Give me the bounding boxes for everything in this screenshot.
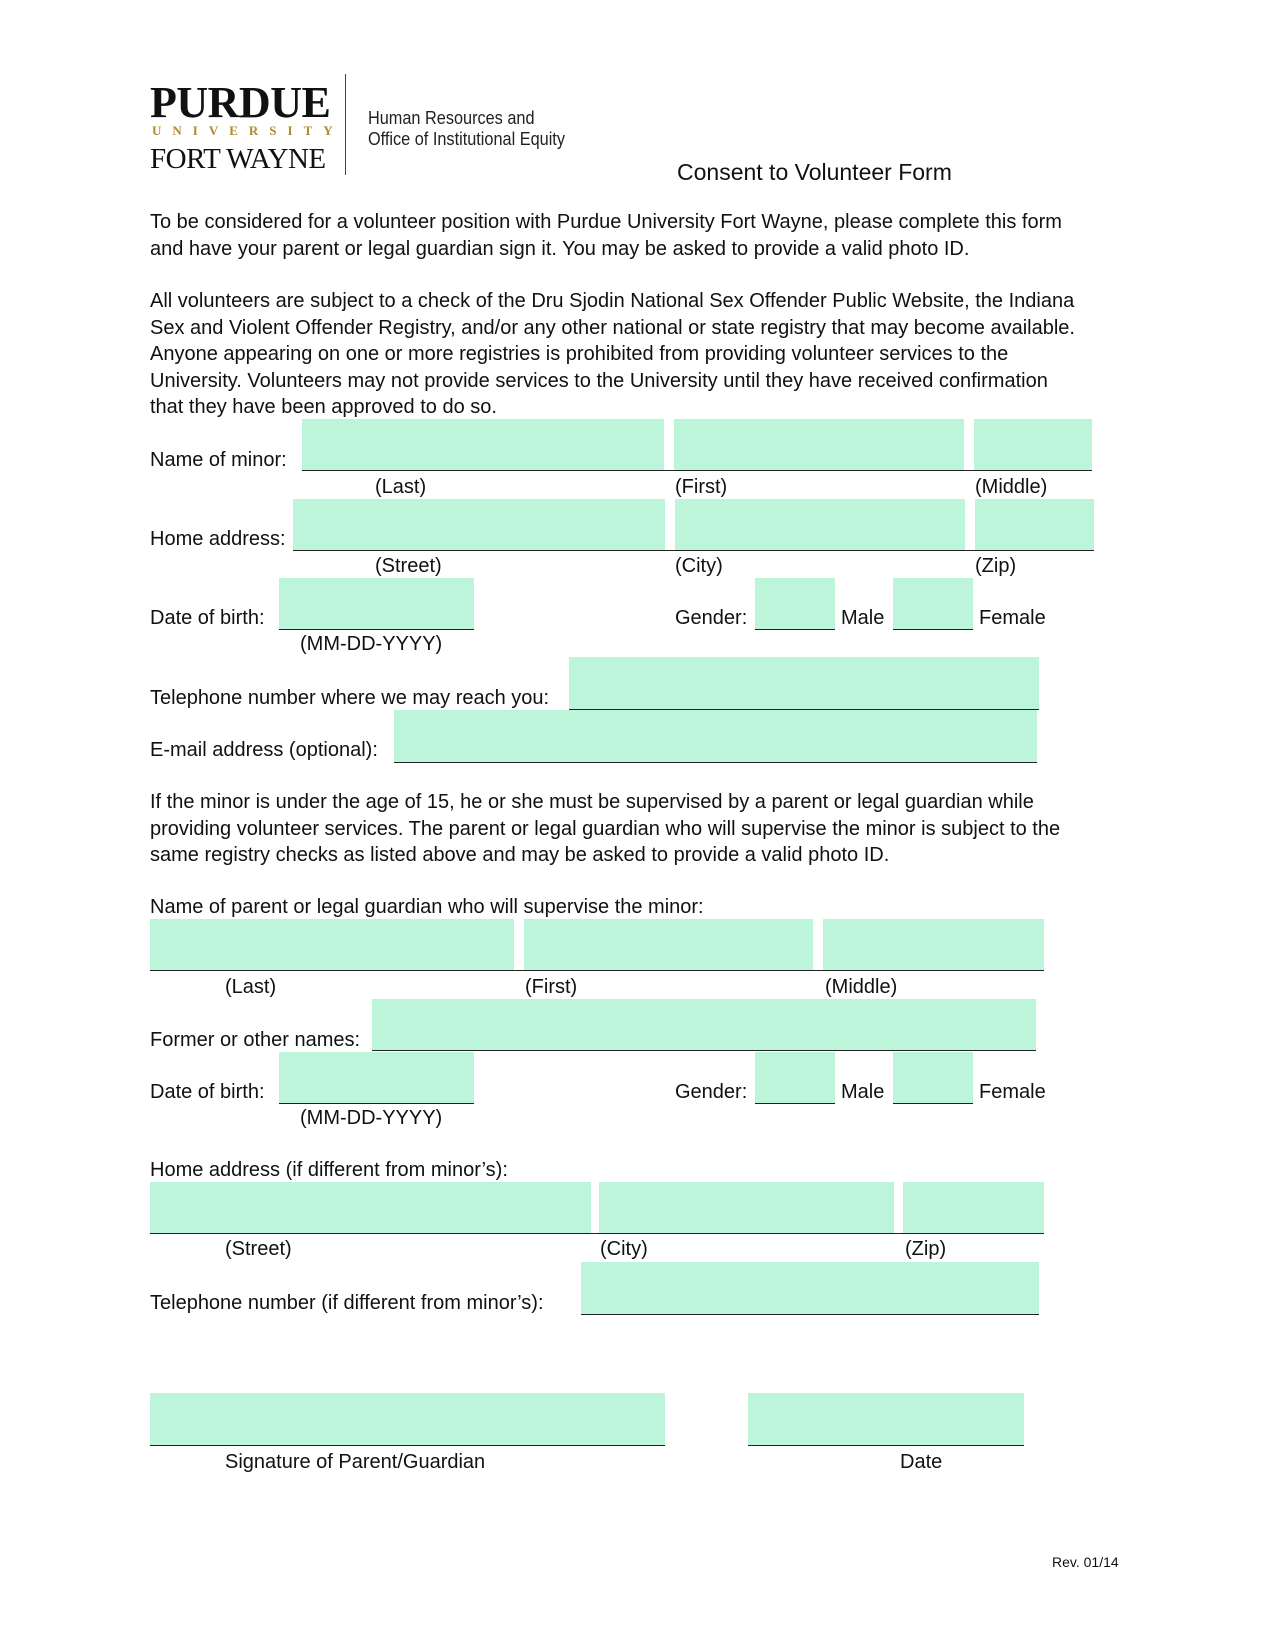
- guardian-female-label: Female: [979, 1081, 1046, 1103]
- minor-street-input[interactable]: [293, 499, 665, 551]
- paragraph-line: same registry checks as listed above and may be asked to provide a valid photo ID.: [150, 844, 890, 866]
- minor-gender-female-input[interactable]: [893, 578, 973, 630]
- guardian-city-input[interactable]: [599, 1182, 894, 1234]
- logo-divider: [345, 74, 346, 175]
- underline: [665, 550, 675, 551]
- underline: [894, 1233, 903, 1234]
- paragraph-line: that they have been approved to do so.: [150, 396, 497, 418]
- department-line-2: Office of Institutional Equity: [368, 128, 565, 149]
- paragraph-line: University. Volunteers may not provide services to the University until they have received confirmation: [150, 369, 1048, 392]
- guardian-first-name-input[interactable]: [524, 919, 813, 971]
- paragraph-line: To be considered for a volunteer position with Purdue University Fort Wayne, please complete this form: [150, 211, 1062, 233]
- paragraph-line: Sex and Violent Offender Registry, and/or any other national or state registry that may become available.: [150, 316, 1075, 339]
- guardian-male-label: Male: [841, 1081, 885, 1103]
- guardian-middle-name-input[interactable]: [823, 919, 1044, 971]
- paragraph-line: and have your parent or legal guardian sign it. You may be asked to provide a valid photo ID.: [150, 237, 970, 260]
- guardian-street-caption: (Street): [225, 1238, 292, 1260]
- guardian-phone-input[interactable]: [581, 1262, 1039, 1315]
- minor-last-name-input[interactable]: [302, 419, 664, 471]
- minor-first-caption: (First): [675, 476, 728, 498]
- guardian-zip-input[interactable]: [903, 1182, 1044, 1234]
- minor-first-name-input[interactable]: [674, 419, 964, 471]
- guardian-city-caption: (City): [600, 1238, 648, 1260]
- guardian-last-caption: (Last): [225, 976, 277, 998]
- minor-dob-input[interactable]: [279, 578, 474, 630]
- underline: [965, 550, 975, 551]
- minor-male-label: Male: [841, 607, 885, 629]
- supervision-paragraph: [150, 789, 1130, 869]
- minor-phone-input[interactable]: [569, 657, 1039, 710]
- logo-purdue: PURDUE: [150, 78, 331, 127]
- guardian-phone-label: Telephone number (if different from minor’s):: [150, 1292, 544, 1314]
- logo-university: UNIVERSITY: [152, 123, 344, 138]
- minor-gender-male-input[interactable]: [755, 578, 835, 630]
- minor-phone-label: Telephone number where we may reach you:: [150, 687, 550, 709]
- guardian-middle-caption: (Middle): [825, 976, 898, 998]
- minor-city-caption: (City): [675, 555, 723, 577]
- signature-caption: Signature of Parent/Guardian: [225, 1451, 486, 1473]
- underline: [664, 470, 674, 471]
- intro-paragraph-1: [150, 209, 1130, 262]
- guardian-last-name-input[interactable]: [150, 919, 514, 971]
- signature-input[interactable]: [150, 1393, 665, 1446]
- underline: [813, 970, 823, 971]
- underline: [514, 970, 524, 971]
- minor-city-input[interactable]: [675, 499, 965, 551]
- paragraph-line: Anyone appearing on one or more registries is prohibited from providing volunteer services to the: [150, 343, 1009, 365]
- minor-middle-caption: (Middle): [975, 476, 1048, 498]
- underline: [591, 1233, 599, 1234]
- department-line-1: Human Resources and: [368, 107, 535, 128]
- guardian-zip-caption: (Zip): [905, 1238, 947, 1260]
- signature-date-input[interactable]: [748, 1393, 1024, 1446]
- form-title: Consent to Volunteer Form: [677, 159, 952, 185]
- paragraph-line: providing volunteer services. The parent or legal guardian who will supervise the minor is subject to the: [150, 817, 1061, 840]
- minor-dob-label: Date of birth:: [150, 607, 265, 629]
- minor-female-label: Female: [979, 607, 1046, 629]
- guardian-dob-input[interactable]: [279, 1052, 474, 1104]
- minor-email-input[interactable]: [394, 710, 1037, 763]
- minor-gender-label: Gender:: [675, 607, 748, 629]
- guardian-name-label: Name of parent or legal guardian who will supervise the minor:: [150, 896, 704, 918]
- minor-email-label: E-mail address (optional):: [150, 739, 378, 761]
- paragraph-line: All volunteers are subject to a check of the Dru Sjodin National Sex Offender Public Website, the Indiana: [150, 290, 1075, 312]
- minor-middle-name-input[interactable]: [974, 419, 1092, 471]
- guardian-first-caption: (First): [525, 976, 578, 998]
- date-caption: Date: [900, 1451, 943, 1473]
- minor-zip-caption: (Zip): [975, 555, 1017, 577]
- minor-last-caption: (Last): [375, 476, 427, 498]
- minor-name-label: Name of minor:: [150, 449, 287, 471]
- revision-label: Rev. 01/14: [1052, 1554, 1119, 1570]
- minor-address-label: Home address:: [150, 528, 286, 550]
- intro-paragraph-2: [150, 288, 1130, 421]
- guardian-former-names-input[interactable]: [372, 999, 1036, 1051]
- guardian-gender-male-input[interactable]: [755, 1052, 835, 1104]
- minor-street-caption: (Street): [375, 555, 442, 577]
- minor-zip-input[interactable]: [975, 499, 1094, 551]
- guardian-gender-female-input[interactable]: [893, 1052, 973, 1104]
- guardian-street-input[interactable]: [150, 1182, 591, 1234]
- paragraph-line: If the minor is under the age of 15, he or she must be supervised by a parent or legal guardian while: [150, 791, 1034, 813]
- guardian-dob-label: Date of birth:: [150, 1081, 265, 1103]
- underline: [964, 470, 974, 471]
- minor-dob-format: (MM-DD-YYYY): [300, 633, 443, 655]
- guardian-gender-label: Gender:: [675, 1081, 748, 1103]
- guardian-dob-format: (MM-DD-YYYY): [300, 1107, 443, 1129]
- guardian-address-label: Home address (if different from minor’s):: [150, 1159, 508, 1181]
- guardian-former-names-label: Former or other names:: [150, 1029, 361, 1051]
- logo-fort-wayne: FORT WAYNE: [150, 143, 326, 175]
